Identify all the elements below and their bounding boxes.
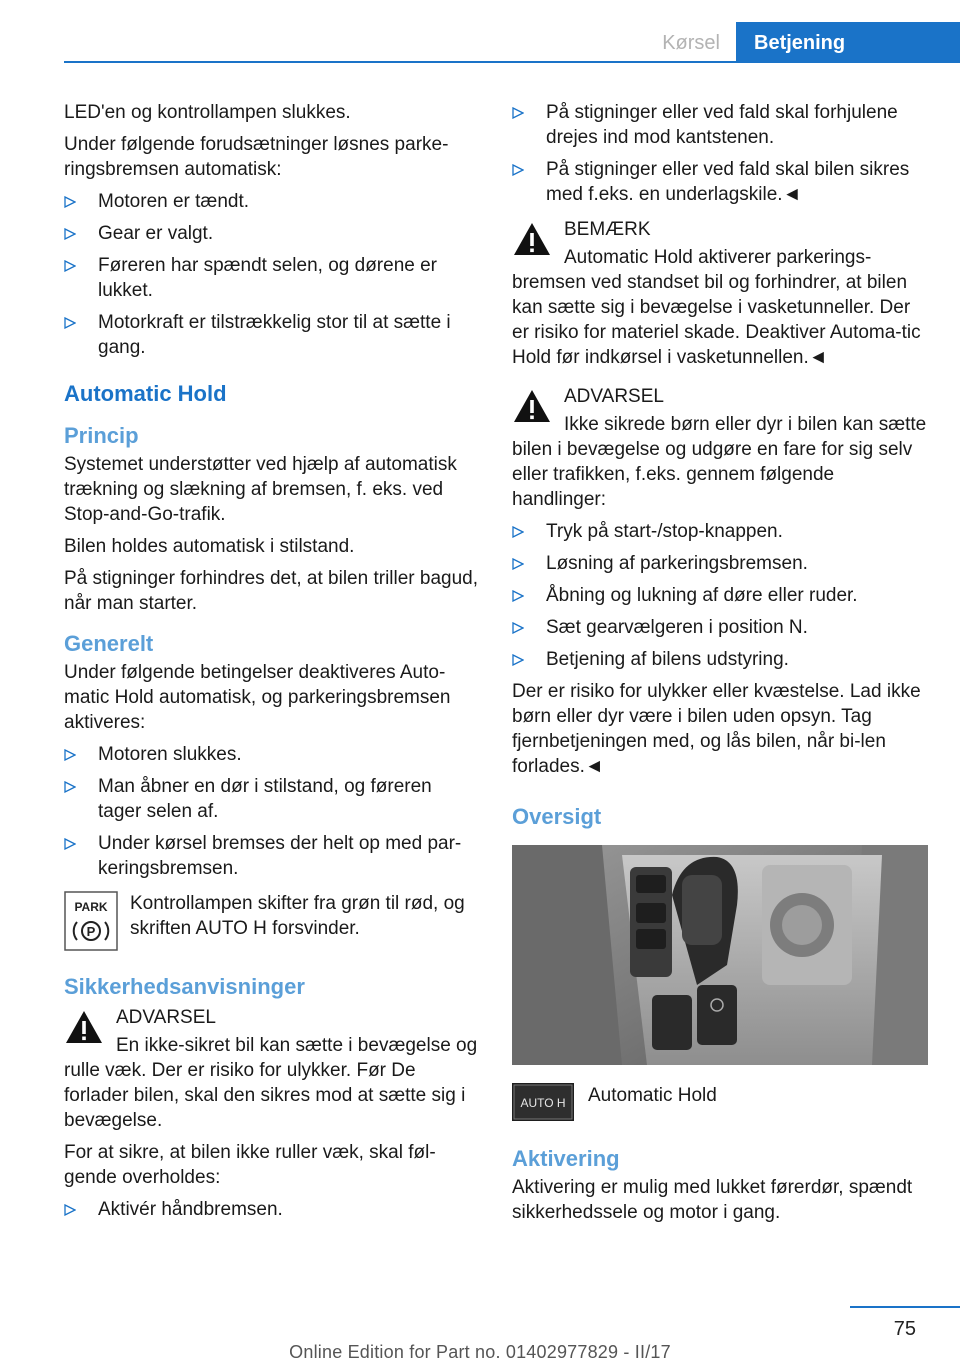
bullet-list [512,519,928,672]
list-item: Man åbner en dør i stilstand, og føreren tager selen af. [64,774,480,824]
warning-body: En ikke-sikret bil kan sætte i bevægelse og rulle væk. Der er risiko for ulykker. Før De forlader bilen, skal den sikres mod at sætte sig i bevægelse. [64,1035,478,1131]
triangle-bullet-icon [64,742,82,767]
note-block [512,217,928,370]
triangle-bullet-icon [64,189,82,214]
page-header [64,22,960,62]
edition-footer: Online Edition for Part no. 01402977829 - II/17 [289,1342,671,1362]
svg-text:P: P [86,924,96,939]
section-heading: Automatic Hold [64,381,227,406]
footer-rule [850,1306,960,1308]
paragraph: LED'en og kontrollampen slukkes. [64,102,351,123]
paragraph: Bilen holdes automatisk i stilstand. [64,536,355,557]
auto-hold-caption-text: Automatic Hold [588,1085,717,1106]
park-note [64,891,480,951]
svg-text:AUTO H: AUTO H [520,1096,566,1110]
subsection-heading: Aktivering [512,1146,620,1171]
paragraph: Systemet understøtter ved hjælp af automatisk trækning og slækning af bremsen, f. eks. ved Stop-and-Go-trafik. [64,454,457,525]
subsection-heading: Princip [64,423,139,448]
bullet-list [512,100,928,207]
auto-hold-caption [512,1083,928,1121]
paragraph: Under følgende forudsætninger løsnes parke-ringsbremsen automatisk: [64,134,449,180]
list-item: Aktivér håndbremsen. [64,1197,480,1222]
center-console-photo [512,845,928,1065]
paragraph: Under følgende betingelser deaktiveres Auto-matic Hold automatisk, og parkeringsbremsen aktiveres: [64,662,451,733]
warning-block [64,1005,480,1133]
triangle-bullet-icon [512,551,530,576]
section-tab[interactable]: Betjening [736,22,960,62]
warning-icon [512,388,552,424]
triangle-bullet-icon [64,310,82,335]
triangle-bullet-icon [512,519,530,544]
warning-icon [512,221,552,257]
triangle-bullet-icon [64,221,82,246]
list-item: Motorkraft er tilstrækkelig stor til at sætte i gang. [64,310,480,360]
bullet-list [64,189,480,360]
paragraph: For at sikre, at bilen ikke ruller væk, skal føl-gende overholdes: [64,1142,436,1188]
auto-hold-button-icon [512,1083,574,1121]
list-item: På stigninger eller ved fald skal bilen sikres med f.eks. en underlagskile.◄ [512,157,928,207]
park-note-text: Kontrollampen skifter fra grøn til rød, og skriften AUTO H forsvinder. [130,893,465,939]
list-item: Under kørsel bremses der helt op med par-keringsbremsen. [64,831,480,881]
triangle-bullet-icon [64,1197,82,1222]
left-column [64,100,480,1229]
paragraph: Der er risiko for ulykker eller kvæstelse. Lad ikke børn eller dyr være i bilen uden opsyn. Tag fjernbetjeningen med, og lås bilen, når bi-len forlades.◄ [512,681,921,777]
triangle-bullet-icon [512,583,530,608]
svg-text:PARK: PARK [74,900,108,914]
right-column [512,100,928,1232]
park-brake-icon [64,891,118,951]
triangle-bullet-icon [512,157,530,182]
warning-title: ADVARSEL [564,386,664,407]
warning-body: Ikke sikrede børn eller dyr i bilen kan sætte bilen i bevægelse og udgøre en fare for sig selv eller trafikken, f.eks. gennem følgende handlinger: [512,414,927,510]
triangle-bullet-icon [512,647,530,672]
list-item: Betjening af bilens udstyring. [512,647,928,672]
list-item: Føreren har spændt selen, og dørene er lukket. [64,253,480,303]
list-item: Motoren er tændt. [64,189,480,214]
warning-icon [64,1009,104,1045]
bullet-list [64,1197,480,1222]
page-number: 75 [893,1318,916,1340]
paragraph: På stigninger forhindres det, at bilen triller bagud, når man starter. [64,568,479,614]
chapter-tab[interactable]: Kørsel [662,32,720,54]
triangle-bullet-icon [512,615,530,640]
subsection-heading: Generelt [64,631,154,656]
list-item: Gear er valgt. [64,221,480,246]
header-rule [64,61,960,63]
paragraph: Aktivering er mulig med lukket førerdør, spændt sikkerhedssele og motor i gang. [512,1177,913,1223]
triangle-bullet-icon [64,253,82,278]
warning-block [512,384,928,512]
list-item: Sæt gearvælgeren i position N. [512,615,928,640]
subsection-heading: Oversigt [512,804,602,829]
triangle-bullet-icon [64,831,82,856]
list-item: Løsning af parkeringsbremsen. [512,551,928,576]
list-item: Tryk på start-/stop-knappen. [512,519,928,544]
triangle-bullet-icon [64,774,82,799]
subsection-heading: Sikkerhedsanvisninger [64,974,305,999]
warning-title: ADVARSEL [116,1007,216,1028]
list-item: Åbning og lukning af døre eller ruder. [512,583,928,608]
note-title: BEMÆRK [564,219,651,240]
triangle-bullet-icon [512,100,530,125]
bullet-list [64,742,480,881]
list-item: På stigninger eller ved fald skal forhjulene drejes ind mod kantstenen. [512,100,928,150]
list-item: Motoren slukkes. [64,742,480,767]
note-body: Automatic Hold aktiverer parkerings-bremsen ved standset bil og forhindrer, at bilen kan sætte sig i bevægelse i vasketunneller. Der er risiko for materiel skade. Deaktiver Automa-tic Hold før indkørsel i vasketunnellen.◄ [512,247,921,368]
